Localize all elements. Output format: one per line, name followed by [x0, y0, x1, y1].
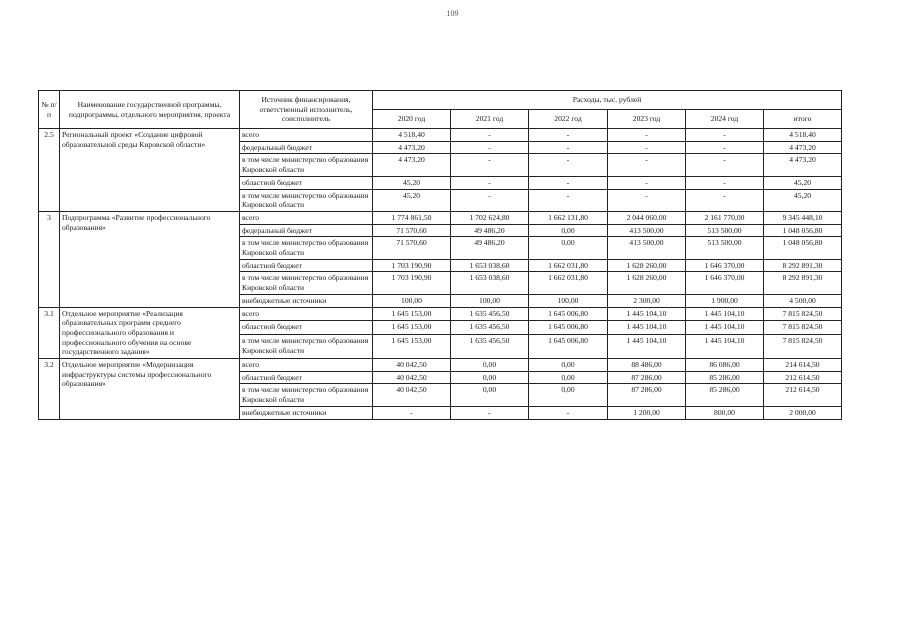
- funding-source: областной бюджет: [240, 259, 373, 272]
- amount-cell: -: [686, 176, 764, 189]
- amount-cell: 1 703 190,90: [373, 259, 451, 272]
- amount-cell: 0,00: [451, 359, 529, 372]
- amount-cell: 1 900,00: [686, 294, 764, 307]
- item-number: 2.5: [39, 129, 60, 212]
- amount-cell: 100,00: [529, 294, 608, 307]
- amount-cell: 1 200,00: [608, 406, 686, 419]
- funding-source: в том числе министерство образования Кировской области: [240, 384, 373, 406]
- funding-source: федеральный бюджет: [240, 224, 373, 237]
- amount-cell: 1 703 190,90: [373, 272, 451, 294]
- amount-cell: 86 086,00: [686, 359, 764, 372]
- amount-cell: 9 345 448,10: [764, 211, 842, 224]
- amount-cell: 1 635 456,50: [451, 321, 529, 335]
- funding-source: всего: [240, 211, 373, 224]
- amount-cell: 513 500,00: [686, 237, 764, 259]
- amount-cell: 4 518,40: [764, 129, 842, 142]
- header-year: 2021 год: [451, 110, 529, 129]
- amount-cell: 4 473,20: [373, 154, 451, 176]
- amount-cell: 0,00: [529, 237, 608, 259]
- header-year: итого: [764, 110, 842, 129]
- funding-source: в том числе министерство образования Кировской области: [240, 272, 373, 294]
- header-source: Источник финансирования, ответственный исполнитель, соисполнитель: [240, 91, 373, 129]
- amount-cell: 0,00: [451, 371, 529, 384]
- amount-cell: 212 614,50: [764, 384, 842, 406]
- amount-cell: 214 614,50: [764, 359, 842, 372]
- amount-cell: 2 300,00: [608, 294, 686, 307]
- funding-source: всего: [240, 129, 373, 142]
- amount-cell: 87 286,00: [608, 384, 686, 406]
- amount-cell: 0,00: [529, 384, 608, 406]
- header-name: Наименование государственной программы, подпрограммы, отдельного мероприятия, проекта: [60, 91, 240, 129]
- amount-cell: -: [451, 189, 529, 211]
- amount-cell: 1 645 153,00: [373, 321, 451, 335]
- funding-source: областной бюджет: [240, 371, 373, 384]
- amount-cell: 45,20: [373, 176, 451, 189]
- item-name: Региональный проект «Создание цифровой образовательной среды Кировской области»: [60, 129, 240, 212]
- amount-cell: 0,00: [529, 224, 608, 237]
- amount-cell: -: [608, 189, 686, 211]
- amount-cell: 85 286,00: [686, 371, 764, 384]
- amount-cell: 85 286,00: [686, 384, 764, 406]
- financing-table: [38, 90, 842, 420]
- amount-cell: 49 486,20: [451, 237, 529, 259]
- amount-cell: -: [451, 176, 529, 189]
- amount-cell: 1 645 006,80: [529, 334, 608, 358]
- item-number: 3: [39, 211, 60, 307]
- amount-cell: 49 486,20: [451, 224, 529, 237]
- amount-cell: 212 614,50: [764, 371, 842, 384]
- amount-cell: 71 570,60: [373, 224, 451, 237]
- amount-cell: -: [529, 154, 608, 176]
- amount-cell: -: [451, 129, 529, 142]
- amount-cell: 413 500,00: [608, 224, 686, 237]
- amount-cell: 1 653 038,60: [451, 259, 529, 272]
- item-name: Отдельное мероприятие «Модернизация инфраструктуры системы профессионального образования»: [60, 359, 240, 420]
- amount-cell: 100,00: [373, 294, 451, 307]
- header-year: 2024 год: [686, 110, 764, 129]
- funding-source: в том числе министерство образования Кировской области: [240, 189, 373, 211]
- table-row: [39, 307, 842, 321]
- amount-cell: 1 662 031,80: [529, 272, 608, 294]
- funding-source: федеральный бюджет: [240, 141, 373, 154]
- item-name: Подпрограмма «Развитие профессионального образования»: [60, 211, 240, 307]
- amount-cell: -: [529, 176, 608, 189]
- amount-cell: 40 042,50: [373, 384, 451, 406]
- amount-cell: 2 044 060,00: [608, 211, 686, 224]
- amount-cell: 1 646 370,00: [686, 259, 764, 272]
- amount-cell: 1 662 031,80: [529, 259, 608, 272]
- amount-cell: 4 518,40: [373, 129, 451, 142]
- amount-cell: -: [686, 141, 764, 154]
- amount-cell: 7 815 824,50: [764, 321, 842, 335]
- header-num: № п/п: [39, 91, 60, 129]
- amount-cell: 0,00: [529, 371, 608, 384]
- amount-cell: 7 815 824,50: [764, 334, 842, 358]
- amount-cell: 88 486,00: [608, 359, 686, 372]
- amount-cell: 1 445 104,10: [686, 321, 764, 335]
- header-year: 2023 год: [608, 110, 686, 129]
- amount-cell: -: [529, 189, 608, 211]
- amount-cell: 1 628 260,00: [608, 259, 686, 272]
- table-row: [39, 211, 842, 224]
- amount-cell: -: [686, 129, 764, 142]
- amount-cell: 71 570,60: [373, 237, 451, 259]
- amount-cell: -: [451, 141, 529, 154]
- amount-cell: 40 042,50: [373, 359, 451, 372]
- amount-cell: 4 473,20: [764, 141, 842, 154]
- amount-cell: 800,00: [686, 406, 764, 419]
- funding-source: в том числе министерство образования Кировской области: [240, 334, 373, 358]
- amount-cell: 7 815 824,50: [764, 307, 842, 321]
- amount-cell: -: [686, 189, 764, 211]
- amount-cell: -: [451, 406, 529, 419]
- amount-cell: -: [608, 141, 686, 154]
- amount-cell: 1 635 456,50: [451, 307, 529, 321]
- funding-source: областной бюджет: [240, 321, 373, 335]
- funding-source: всего: [240, 359, 373, 372]
- item-name: Отдельное мероприятие «Реализация образовательных программ среднего профессионального образования и профессионального обучения на основе государственного задания»: [60, 307, 240, 359]
- amount-cell: -: [529, 129, 608, 142]
- amount-cell: 45,20: [373, 189, 451, 211]
- amount-cell: 1 628 260,00: [608, 272, 686, 294]
- amount-cell: 8 292 891,30: [764, 272, 842, 294]
- amount-cell: 1 445 104,10: [686, 334, 764, 358]
- funding-source: в том числе министерство образования Кировской области: [240, 237, 373, 259]
- amount-cell: 413 500,00: [608, 237, 686, 259]
- amount-cell: 2 000,00: [764, 406, 842, 419]
- amount-cell: -: [686, 154, 764, 176]
- amount-cell: 513 500,00: [686, 224, 764, 237]
- funding-source: в том числе министерство образования Кировской области: [240, 154, 373, 176]
- amount-cell: -: [529, 406, 608, 419]
- amount-cell: 4 500,00: [764, 294, 842, 307]
- amount-cell: 1 048 056,80: [764, 224, 842, 237]
- table-row: [39, 129, 842, 142]
- amount-cell: 87 286,00: [608, 371, 686, 384]
- header-expenses: Расходы, тыс. рублей: [373, 91, 842, 110]
- amount-cell: -: [608, 176, 686, 189]
- amount-cell: 0,00: [529, 359, 608, 372]
- amount-cell: 1 445 104,10: [608, 307, 686, 321]
- amount-cell: -: [529, 141, 608, 154]
- amount-cell: -: [451, 154, 529, 176]
- funding-source: областной бюджет: [240, 176, 373, 189]
- amount-cell: 4 473,20: [373, 141, 451, 154]
- amount-cell: 45,20: [764, 189, 842, 211]
- amount-cell: 1 702 624,80: [451, 211, 529, 224]
- funding-source: всего: [240, 307, 373, 321]
- amount-cell: 1 445 104,10: [686, 307, 764, 321]
- amount-cell: 45,20: [764, 176, 842, 189]
- amount-cell: 1 774 861,50: [373, 211, 451, 224]
- amount-cell: 1 662 131,80: [529, 211, 608, 224]
- amount-cell: 1 645 153,00: [373, 307, 451, 321]
- page-number: 109: [446, 9, 459, 18]
- table-row: [39, 359, 842, 372]
- amount-cell: 1 635 456,50: [451, 334, 529, 358]
- amount-cell: 4 473,20: [764, 154, 842, 176]
- amount-cell: 1 445 104,10: [608, 334, 686, 358]
- amount-cell: -: [373, 406, 451, 419]
- header-year: 2020 год: [373, 110, 451, 129]
- amount-cell: 2 161 770,00: [686, 211, 764, 224]
- amount-cell: 1 646 370,00: [686, 272, 764, 294]
- funding-source: внебюджетные источники: [240, 294, 373, 307]
- amount-cell: 8 292 891,30: [764, 259, 842, 272]
- amount-cell: 1 653 038,60: [451, 272, 529, 294]
- item-number: 3.2: [39, 359, 60, 420]
- amount-cell: -: [608, 129, 686, 142]
- funding-source: внебюджетные источники: [240, 406, 373, 419]
- item-number: 3.1: [39, 307, 60, 359]
- amount-cell: 1 645 006,80: [529, 307, 608, 321]
- amount-cell: 0,00: [451, 384, 529, 406]
- amount-cell: 1 445 104,10: [608, 321, 686, 335]
- amount-cell: 40 042,50: [373, 371, 451, 384]
- header-year: 2022 год: [529, 110, 608, 129]
- amount-cell: 1 048 056,80: [764, 237, 842, 259]
- amount-cell: 1 645 006,80: [529, 321, 608, 335]
- amount-cell: 1 645 153,00: [373, 334, 451, 358]
- amount-cell: -: [608, 154, 686, 176]
- amount-cell: 100,00: [451, 294, 529, 307]
